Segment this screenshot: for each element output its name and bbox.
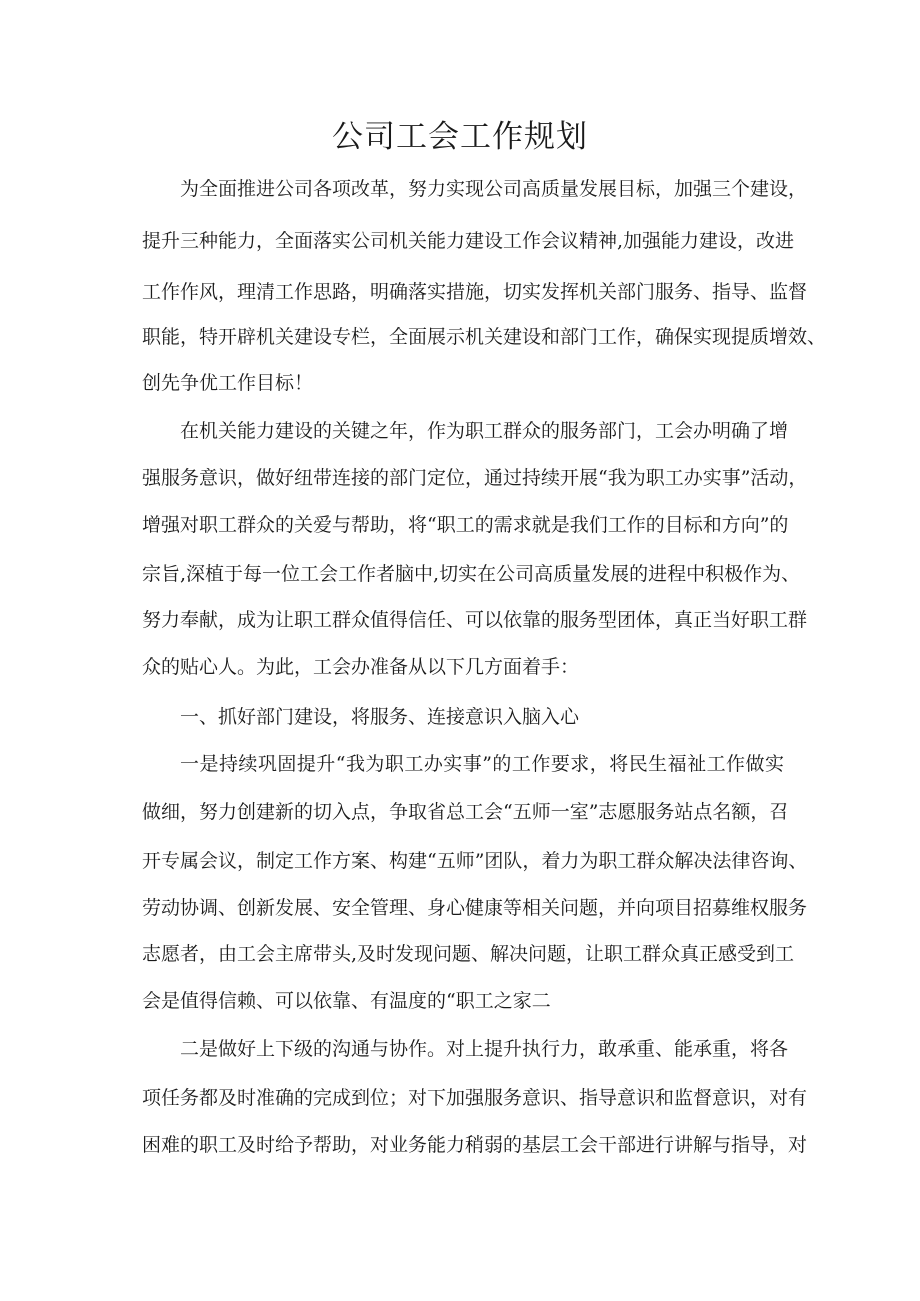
paragraph-4-line-2: 项任务都及时准确的完成到位；对下加强服务意识、指导意识和监督意识，对有 [142, 1087, 808, 1109]
paragraph-2-line-5: 努力奉献，成为让职工群众值得信任、可以依靠的服务型团体，真正当好职工群 [142, 609, 808, 631]
paragraph-3-line-6: 会是值得信赖、可以依靠、有温度的“职工之家二 [142, 990, 551, 1012]
paragraph-2-line-2: 强服务意识，做好纽带连接的部门定位，通过持续开展“我为职工办实事”活动， [142, 467, 808, 489]
paragraph-1-line-4: 职能，特开辟机关建设专栏，全面展示机关建设和部门工作，确保实现提质增效、 [142, 326, 827, 348]
paragraph-2-line-3: 增强对职工群众的关爱与帮助，将“职工的需求就是我们工作的目标和方向”的 [142, 514, 789, 536]
paragraph-1-line-1: 为全面推进公司各项改革，努力实现公司高质量发展目标，加强三个建设， [180, 178, 808, 200]
paragraph-3-line-5: 志愿者，由工会主席带头,及时发现问题、解决问题，让职工群众真正感受到工 [142, 943, 795, 965]
paragraph-1-line-2: 提升三种能力，全面落实公司机关能力建设工作会议精神,加强能力建设，改进 [142, 230, 795, 252]
paragraph-3-line-2: 做细，努力创建新的切入点，争取省总工会“五师一室”志愿服务站点名额，召 [142, 801, 789, 823]
paragraph-2-line-1: 在机关能力建设的关键之年，作为职工群众的服务部门，工会办明确了增 [180, 420, 789, 442]
paragraph-3-line-1: 一是持续巩固提升“我为职工办实事”的工作要求，将民生福祉工作做实 [180, 753, 784, 775]
paragraph-3-line-4: 劳动协调、创新发展、安全管理、身心健康等相关问题，并向项目招募维权服务 [142, 897, 808, 919]
paragraph-4-line-3: 困难的职工及时给予帮助，对业务能力稍弱的基层工会干部进行讲解与指导，对 [142, 1134, 808, 1156]
paragraph-4-line-1: 二是做好上下级的沟通与协作。对上提升执行力，敢承重、能承重，将各 [180, 1038, 789, 1060]
paragraph-1-line-5: 创先争优工作目标！ [142, 372, 314, 394]
paragraph-2-line-4: 宗旨,深植于每一位工会工作者脑中,切实在公司高质量发展的进程中积极作为、 [142, 563, 801, 585]
document-title: 公司工会工作规划 [332, 119, 588, 155]
paragraph-2-line-6: 众的贴心人。为此，工会办准备从以下几方面着手： [142, 656, 580, 678]
section-heading-1: 一、抓好部门建设，将服务、连接意识入脑入心 [180, 706, 580, 728]
paragraph-1-line-3: 工作作风，理清工作思路，明确落实措施，切实发挥机关部门服务、指导、监督 [142, 281, 808, 303]
paragraph-3-line-3: 开专属会议，制定工作方案、构建“五师”团队，着力为职工群众解决法律咨询、 [142, 850, 808, 872]
